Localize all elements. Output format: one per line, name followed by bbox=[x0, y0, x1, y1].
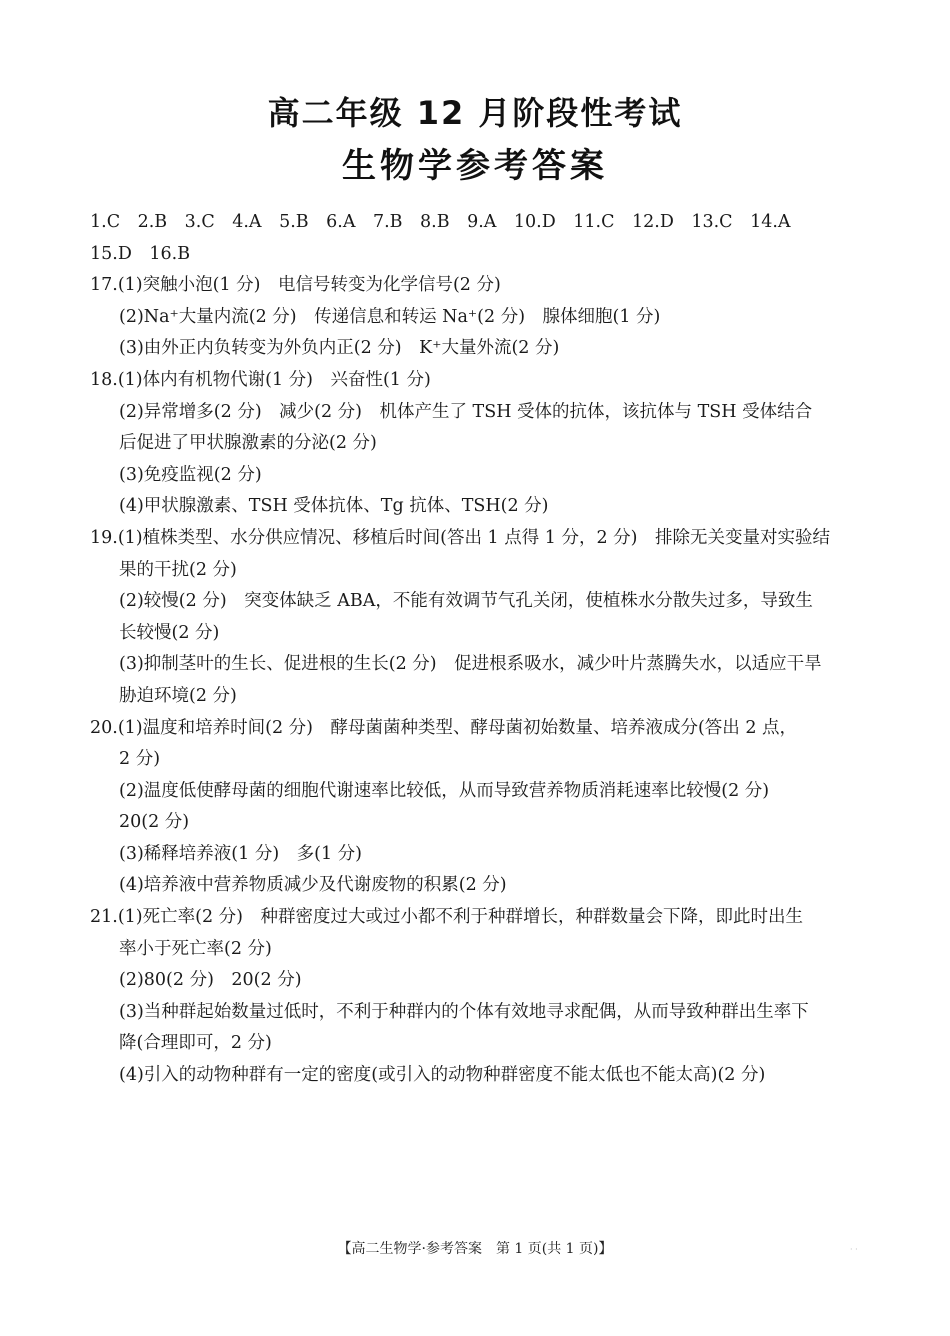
answer-line-q21-1b: 率小于死亡率(2 分) bbox=[119, 938, 272, 959]
answer-line-q21-3b: 降(合理即可，2 分) bbox=[119, 1033, 272, 1054]
answer-line-q19-1b: 果的干扰(2 分) bbox=[119, 559, 237, 580]
page-footer: 【高二生物学·参考答案 第 1 页(共 1 页)】 bbox=[337, 1241, 613, 1257]
answer-line-q20-2: (2)温度低使酵母菌的细胞代谢速率比较低，从而导致营养物质消耗速率比较慢(2 分) bbox=[119, 780, 770, 801]
answer-line-q21-1: 21.(1)死亡率(2 分) 种群密度过大或过小都不利于种群增长，种群数量会下降，即此时出生 bbox=[90, 907, 803, 928]
answer-line-q20-3: (3)稀释培养液(1 分) 多(1 分) bbox=[119, 843, 362, 864]
answer-line-q19-3: (3)抑制茎叶的生长、促进根的生长(2 分) 促进根系吸水，减少叶片蒸腾失水，以适应干旱 bbox=[119, 654, 822, 675]
page-subtitle: 生物学参考答案 bbox=[342, 146, 608, 186]
answer-line-q18-1: 18.(1)体内有机物代谢(1 分) 兴奋性(1 分) bbox=[90, 369, 431, 390]
answer-line-q17-1: 17.(1)突触小泡(1 分) 电信号转变为化学信号(2 分) bbox=[90, 275, 501, 296]
answer-line-q18-4: (4)甲状腺激素、TSH 受体抗体、Tg 抗体、TSH(2 分) bbox=[119, 496, 549, 517]
answer-line-q20-2b: 20(2 分) bbox=[119, 812, 190, 833]
answer-line-q17-3: (3)由外正内负转变为外负内正(2 分) K⁺大量外流(2 分) bbox=[119, 338, 560, 359]
answer-line-q19-1: 19.(1)植株类型、水分供应情况、移植后时间(答出 1 点得 1 分，2 分) 排除无关变量对实验结 bbox=[90, 527, 830, 548]
page-title: 高二年级 12 月阶段性考试 bbox=[267, 94, 683, 132]
answer-line-q20-1: 20.(1)温度和培养时间(2 分) 酵母菌菌种类型、酵母菌初始数量、培养液成分(答出 2 点， bbox=[90, 717, 798, 738]
answer-line-q21-2: (2)80(2 分) 20(2 分) bbox=[119, 970, 302, 991]
answer-line-q18-2: (2)异常增多(2 分) 减少(2 分) 机体产生了 TSH 受体的抗体，该抗体与 TSH 受体结合 bbox=[119, 401, 813, 422]
answer-line-q21-3: (3)当种群起始数量过低时，不利于种群内的个体有效地寻求配偶，从而导致种群出生率下 bbox=[119, 1001, 809, 1022]
answer-line-q18-2b: 后促进了甲状腺激素的分泌(2 分) bbox=[119, 433, 377, 454]
answer-line-q18-3: (3)免疫监视(2 分) bbox=[119, 464, 262, 485]
corner-mark: · · bbox=[850, 1245, 858, 1254]
answer-line-q19-2b: 长较慢(2 分) bbox=[119, 622, 220, 643]
answer-line-q17-2: (2)Na⁺大量内流(2 分) 传递信息和转运 Na⁺(2 分) 腺体细胞(1 分) bbox=[119, 306, 661, 327]
answer-line-q20-1b: 2 分) bbox=[119, 749, 161, 770]
answer-body bbox=[90, 207, 865, 1092]
answer-line-mc-1: 1.C 2.B 3.C 4.A 5.B 6.A 7.B 8.B 9.A 10.D 11.C 12.D 13.C 14.A bbox=[90, 212, 791, 232]
answer-line-q19-2: (2)较慢(2 分) 突变体缺乏 ABA，不能有效调节气孔关闭，使植株水分散失过多，导致生 bbox=[119, 591, 813, 612]
answer-line-q19-3b: 胁迫环境(2 分) bbox=[119, 685, 237, 706]
answer-line-q20-4: (4)培养液中营养物质减少及代谢废物的积累(2 分) bbox=[119, 875, 507, 896]
answer-line-q21-4: (4)引入的动物种群有一定的密度(或引入的动物种群密度不能太低也不能太高)(2 分) bbox=[119, 1065, 766, 1086]
answer-line-mc-2: 15.D 16.B bbox=[90, 243, 191, 264]
